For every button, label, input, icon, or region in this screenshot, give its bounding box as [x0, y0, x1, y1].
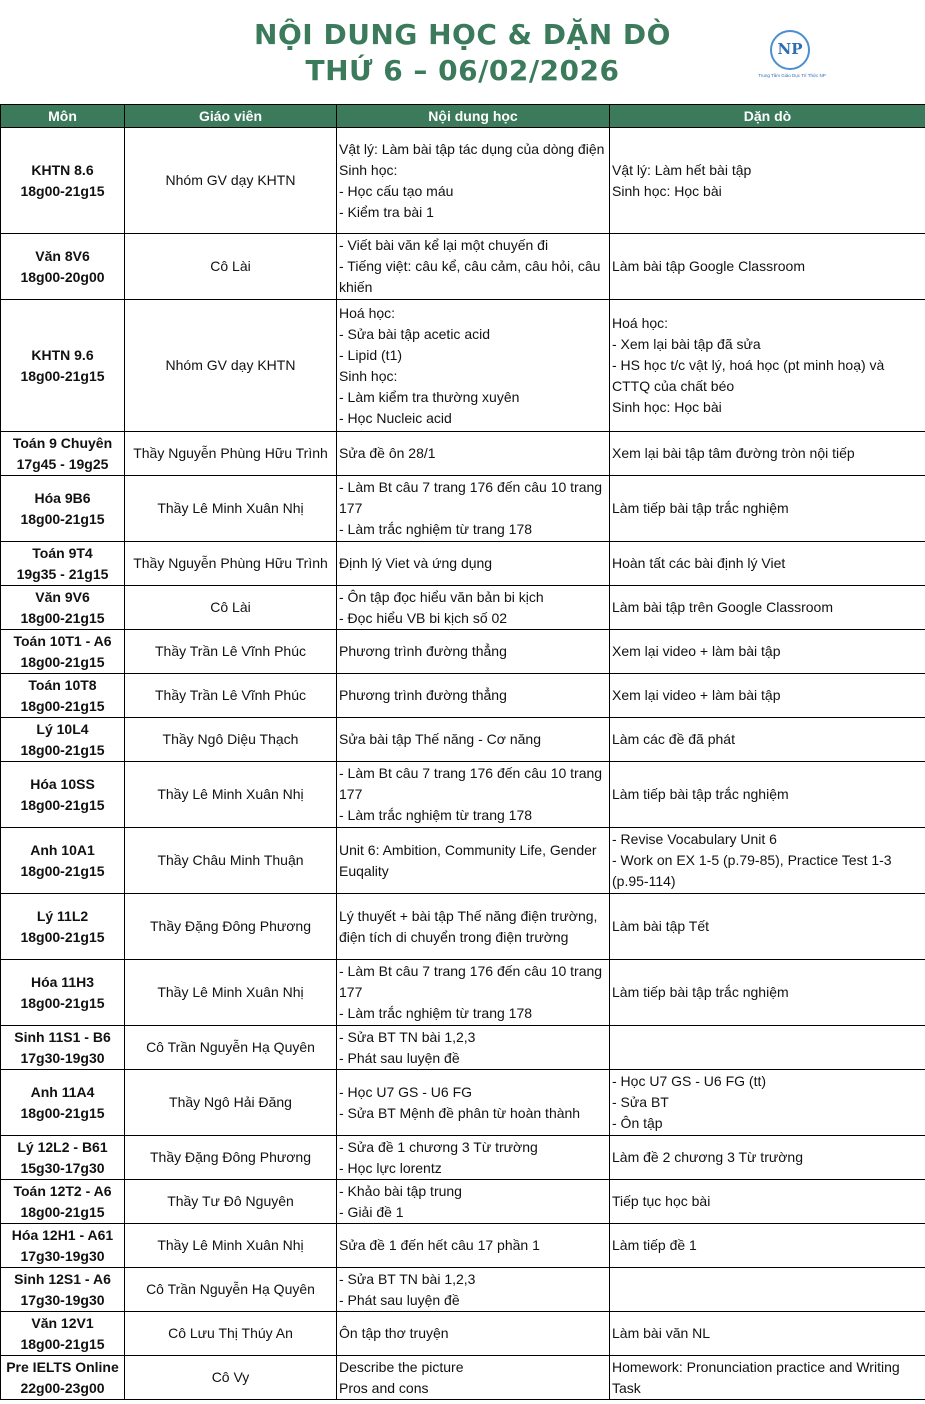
content-line: - Học lực lorentz: [339, 1159, 442, 1176]
subject-name: Văn 9V6: [35, 588, 90, 605]
homework-cell: [610, 762, 925, 828]
table-row: [1, 1224, 925, 1268]
subject-cell: [1, 960, 125, 1026]
teacher-cell: Thầy Trần Lê Vĩnh Phúc: [125, 674, 337, 718]
homework-line: Hoàn tất các bài định lý Viet: [612, 555, 786, 571]
subject-cell: [1, 1070, 125, 1136]
content-line: Sinh học:: [339, 367, 398, 384]
content-line: - Làm kiểm tra thường xuyên: [339, 388, 520, 405]
homework-cell: [610, 674, 925, 718]
subject-name: Toán 9 Chuyên: [12, 434, 113, 451]
subject-name: Toán 12T2 - A6: [13, 1182, 112, 1199]
content-cell: [337, 1136, 610, 1180]
subject-cell: [1, 630, 125, 674]
subject-name: KHTN 9.6: [31, 346, 94, 363]
content-line: Phương trình đường thẳng: [339, 687, 507, 703]
homework-cell: [610, 1026, 925, 1070]
content-line: Vật lý: Làm bài tập tác dụng của dòng điện: [339, 140, 605, 157]
class-time: 18g00-21g15: [20, 1203, 105, 1220]
class-time: 17g45 - 19g25: [16, 455, 109, 472]
content-line: Describe the picture: [339, 1358, 464, 1375]
subject-name: Anh 11A4: [30, 1083, 95, 1100]
subject-cell: [1, 1136, 125, 1180]
content-cell: [337, 476, 610, 542]
subject-name: Lý 10L4: [36, 720, 89, 737]
teacher-cell: Thầy Lê Minh Xuân Nhị: [125, 476, 337, 542]
page-date: THỨ 6 – 06/02/2026: [305, 54, 620, 87]
subject-name: Toán 10T1 - A6: [13, 632, 112, 649]
table-row: [1, 234, 925, 300]
table-row: [1, 542, 925, 586]
content-line: - Phát sau luyện đề: [339, 1049, 460, 1066]
table-row: [1, 1136, 925, 1180]
content-line: - Giải đề 1: [339, 1203, 404, 1220]
content-line: - Phát sau luyện đề: [339, 1291, 460, 1308]
subject-cell: [1, 476, 125, 542]
content-line: Ôn tập thơ truyện: [339, 1325, 449, 1341]
homework-line: Làm bài văn NL: [612, 1325, 711, 1341]
homework-line: Vật lý: Làm hết bài tập: [612, 161, 752, 178]
homework-line: Xem lại video + làm bài tập: [612, 643, 781, 659]
content-line: - Đọc hiểu VB bi kịch số 02: [339, 609, 508, 626]
teacher-cell: Thầy Ngô Hải Đăng: [125, 1070, 337, 1136]
content-line: - Sửa BT Mệnh đề phân từ hoàn thành: [339, 1104, 581, 1121]
table-row: [1, 1180, 925, 1224]
homework-line: Làm bài tập Google Classroom: [612, 258, 805, 274]
teacher-cell: Cô Lưu Thị Thúy An: [125, 1312, 337, 1356]
homework-cell: [610, 1224, 925, 1268]
homework-cell: [610, 894, 925, 960]
class-time: 18g00-21g15: [20, 928, 105, 945]
homework-cell: [610, 1312, 925, 1356]
content-cell: [337, 1070, 610, 1136]
class-time: 18g00-21g15: [20, 182, 105, 199]
column-header-homework: Dặn dò: [610, 105, 925, 128]
logo-caption: Trung Tâm Giáo Dục Trí Thức NP: [758, 73, 826, 78]
table-row: [1, 828, 925, 894]
content-line: Pros and cons: [339, 1379, 429, 1396]
class-time: 17g30-19g30: [20, 1049, 105, 1066]
content-cell: [337, 542, 610, 586]
subject-cell: [1, 894, 125, 960]
subject-cell: [1, 1180, 125, 1224]
subject-cell: [1, 762, 125, 828]
homework-line: - HS học t/c vật lý, hoá học (pt minh hoạ) và CTTQ của chất béo: [612, 357, 889, 394]
content-line: - Học cấu tạo máu: [339, 182, 454, 199]
teacher-cell: Thầy Lê Minh Xuân Nhị: [125, 1224, 337, 1268]
homework-cell: [610, 542, 925, 586]
table-row: [1, 476, 925, 542]
class-time: 18g00-21g15: [20, 741, 105, 758]
content-line: Lý thuyết + bài tập Thế năng điện trường, điện tích di chuyển trong điện trường: [339, 907, 602, 945]
homework-line: Làm bài tập trên Google Classroom: [612, 599, 833, 615]
content-line: Sửa bài tập Thế năng - Cơ năng: [339, 731, 541, 747]
homework-line: Làm bài tập Tết: [612, 918, 710, 934]
content-line: Sửa đề ôn 28/1: [339, 445, 436, 461]
subject-cell: [1, 542, 125, 586]
teacher-cell: Nhóm GV dạy KHTN: [125, 300, 337, 432]
subject-name: Văn 12V1: [31, 1314, 94, 1331]
homework-cell: [610, 476, 925, 542]
schedule-table: [0, 104, 925, 1400]
content-line: - Làm Bt câu 7 trang 176 đến câu 10 trang 177: [339, 765, 606, 802]
homework-cell: [610, 828, 925, 894]
homework-line: Xem lại bài tập tâm đường tròn nội tiếp: [612, 445, 855, 461]
content-line: Unit 6: Ambition, Community Life, Gender Euqality: [339, 841, 601, 879]
subject-cell: [1, 828, 125, 894]
table-row: [1, 674, 925, 718]
homework-cell: [610, 432, 925, 476]
table-row: [1, 586, 925, 630]
teacher-cell: Thầy Ngô Diệu Thạch: [125, 718, 337, 762]
content-line: - Làm Bt câu 7 trang 176 đến câu 10 trang 177: [339, 963, 606, 1000]
content-line: - Học Nucleic acid: [339, 409, 452, 426]
homework-line: Làm tiếp bài tập trắc nghiệm: [612, 500, 789, 516]
column-header-content: Nội dung học: [337, 105, 610, 128]
teacher-cell: Thầy Trần Lê Vĩnh Phúc: [125, 630, 337, 674]
content-line: - Ôn tập đọc hiểu văn bản bi kịch: [339, 588, 544, 605]
subject-cell: [1, 1356, 125, 1400]
content-line: - Khảo bài tập trung: [339, 1182, 462, 1199]
content-cell: [337, 432, 610, 476]
logo-mark: NP: [777, 40, 803, 58]
class-time: 18g00-21g15: [20, 796, 105, 813]
content-cell: [337, 960, 610, 1026]
homework-line: - Xem lại bài tập đã sửa: [612, 336, 761, 352]
subject-cell: [1, 1268, 125, 1312]
table-row: [1, 960, 925, 1026]
subject-cell: [1, 1312, 125, 1356]
teacher-cell: Thầy Châu Minh Thuận: [125, 828, 337, 894]
teacher-cell: Thầy Tư Đô Nguyên: [125, 1180, 337, 1224]
content-line: - Làm trắc nghiệm từ trang 178: [339, 1005, 533, 1021]
homework-cell: [610, 586, 925, 630]
subject-name: Toán 9T4: [32, 544, 93, 561]
table-row: [1, 894, 925, 960]
homework-cell: [610, 234, 925, 300]
homework-cell: [610, 1180, 925, 1224]
subject-cell: [1, 1224, 125, 1268]
table-row: [1, 630, 925, 674]
class-time: 18g00-20g00: [20, 268, 105, 285]
subject-name: Sinh 11S1 - B6: [14, 1028, 111, 1045]
center-logo: [756, 28, 828, 82]
homework-line: Homework: Pronunciation practice and Writing Task: [612, 1358, 904, 1396]
class-time: 18g00-21g15: [20, 510, 105, 527]
content-cell: [337, 1356, 610, 1400]
homework-line: Hoá học:: [612, 315, 669, 331]
column-header-teacher: Giáo viên: [125, 105, 337, 128]
class-time: 18g00-21g15: [20, 862, 105, 879]
teacher-cell: Cô Vy: [125, 1356, 337, 1400]
teacher-cell: Thầy Đặng Đông Phương: [125, 1136, 337, 1180]
content-cell: [337, 1268, 610, 1312]
homework-line: Xem lại video + làm bài tập: [612, 687, 781, 703]
table-row: [1, 128, 925, 234]
homework-line: Làm các đề đã phát: [612, 731, 735, 747]
content-cell: [337, 1224, 610, 1268]
teacher-cell: Cô Lài: [125, 234, 337, 300]
subject-name: Anh 10A1: [30, 841, 95, 858]
homework-line: - Revise Vocabulary Unit 6: [612, 831, 777, 847]
content-line: - Sửa đề 1 chương 3 Từ trường: [339, 1138, 538, 1155]
homework-line: Sinh học: Học bài: [612, 399, 722, 415]
homework-line: Làm tiếp đề 1: [612, 1237, 697, 1253]
teacher-cell: Cô Trần Nguyễn Hạ Quyên: [125, 1026, 337, 1070]
homework-cell: [610, 1136, 925, 1180]
homework-line: - Ôn tập: [612, 1115, 663, 1131]
content-line: Sửa đề 1 đến hết câu 17 phần 1: [339, 1237, 540, 1253]
subject-name: Toán 10T8: [28, 676, 97, 693]
content-line: - Sửa BT TN bài 1,2,3: [339, 1270, 476, 1287]
homework-line: - Work on EX 1-5 (p.79-85), Practice Test 1-3 (p.95-114): [612, 852, 896, 889]
subject-cell: [1, 718, 125, 762]
class-time: 18g00-21g15: [20, 367, 105, 384]
homework-line: - Học U7 GS - U6 FG (tt): [612, 1073, 767, 1089]
homework-cell: [610, 1356, 925, 1400]
subject-name: Pre IELTS Online: [6, 1358, 119, 1375]
page-header: [0, 0, 925, 104]
content-cell: [337, 1026, 610, 1070]
table-row: [1, 432, 925, 476]
table-row: [1, 1026, 925, 1070]
class-time: 19g35 - 21g15: [16, 565, 109, 582]
subject-name: Sinh 12S1 - A6: [14, 1270, 111, 1287]
teacher-cell: Nhóm GV dạy KHTN: [125, 128, 337, 234]
teacher-cell: Cô Lài: [125, 586, 337, 630]
subject-cell: [1, 432, 125, 476]
subject-cell: [1, 234, 125, 300]
homework-line: Sinh học: Học bài: [612, 182, 722, 199]
class-time: 18g00-21g15: [20, 697, 105, 714]
subject-cell: [1, 674, 125, 718]
content-line: Sinh học:: [339, 161, 398, 178]
homework-cell: [610, 128, 925, 234]
class-time: 15g30-17g30: [20, 1159, 105, 1176]
table-row: [1, 762, 925, 828]
content-cell: [337, 630, 610, 674]
content-cell: [337, 300, 610, 432]
class-time: 18g00-21g15: [20, 609, 105, 626]
subject-name: Hóa 10SS: [30, 775, 95, 792]
teacher-cell: Thầy Nguyễn Phùng Hữu Trình: [125, 432, 337, 476]
table-row: [1, 1312, 925, 1356]
teacher-cell: Thầy Lê Minh Xuân Nhị: [125, 762, 337, 828]
content-cell: [337, 1180, 610, 1224]
homework-line: Làm tiếp bài tập trắc nghiệm: [612, 984, 789, 1000]
content-line: - Sửa bài tập acetic acid: [339, 325, 491, 342]
subject-name: Văn 8V6: [35, 247, 90, 264]
content-line: - Sửa BT TN bài 1,2,3: [339, 1028, 476, 1045]
homework-line: Làm tiếp bài tập trắc nghiệm: [612, 786, 789, 802]
subject-name: Hóa 12H1 - A61: [11, 1226, 114, 1243]
content-cell: [337, 894, 610, 960]
homework-line: Làm đề 2 chương 3 Từ trường: [612, 1149, 803, 1165]
homework-cell: [610, 960, 925, 1026]
class-time: 18g00-21g15: [20, 653, 105, 670]
homework-cell: [610, 630, 925, 674]
content-cell: [337, 1312, 610, 1356]
content-cell: [337, 234, 610, 300]
class-time: 22g00-23g00: [20, 1379, 105, 1396]
table-header-row: [1, 105, 925, 128]
content-line: - Làm trắc nghiệm từ trang 178: [339, 807, 533, 823]
content-line: - Làm trắc nghiệm từ trang 178: [339, 521, 533, 537]
subject-name: KHTN 8.6: [31, 161, 94, 178]
homework-cell: [610, 1070, 925, 1136]
class-time: 18g00-21g15: [20, 994, 105, 1011]
column-header-subject: Môn: [1, 105, 125, 128]
teacher-cell: Thầy Nguyễn Phùng Hữu Trình: [125, 542, 337, 586]
page-title: NỘI DUNG HỌC & DẶN DÒ: [254, 18, 671, 51]
homework-line: Tiếp tục học bài: [612, 1193, 711, 1209]
content-line: Hoá học:: [339, 304, 396, 321]
subject-cell: [1, 128, 125, 234]
teacher-cell: Thầy Lê Minh Xuân Nhị: [125, 960, 337, 1026]
content-line: Định lý Viet và ứng dụng: [339, 555, 493, 571]
content-cell: [337, 128, 610, 234]
homework-cell: [610, 718, 925, 762]
table-row: [1, 1070, 925, 1136]
content-cell: [337, 674, 610, 718]
subject-cell: [1, 586, 125, 630]
teacher-cell: Cô Trần Nguyễn Hạ Quyên: [125, 1268, 337, 1312]
teacher-cell: Thầy Đặng Đông Phương: [125, 894, 337, 960]
content-line: - Tiếng việt: câu kể, câu cảm, câu hỏi, câu khiến: [339, 258, 605, 295]
content-line: - Học U7 GS - U6 FG: [339, 1083, 473, 1100]
content-line: - Viết bài văn kể lại một chuyến đi: [339, 237, 549, 253]
class-time: 18g00-21g15: [20, 1335, 105, 1352]
homework-cell: [610, 300, 925, 432]
subject-name: Lý 12L2 - B61: [17, 1138, 108, 1155]
subject-name: Hóa 11H3: [30, 973, 95, 990]
subject-name: Hóa 9B6: [34, 489, 91, 506]
content-cell: [337, 828, 610, 894]
subject-cell: [1, 1026, 125, 1070]
class-time: 18g00-21g15: [20, 1104, 105, 1121]
homework-line: - Sửa BT: [612, 1094, 669, 1110]
content-cell: [337, 718, 610, 762]
content-cell: [337, 586, 610, 630]
content-line: Phương trình đường thẳng: [339, 643, 507, 659]
subject-cell: [1, 300, 125, 432]
content-line: - Kiểm tra bài 1: [339, 203, 434, 220]
content-cell: [337, 762, 610, 828]
content-line: - Làm Bt câu 7 trang 176 đến câu 10 trang 177: [339, 479, 606, 516]
subject-name: Lý 11L2: [36, 907, 89, 924]
table-row: [1, 1268, 925, 1312]
table-row: [1, 300, 925, 432]
table-row: [1, 718, 925, 762]
table-row: [1, 1356, 925, 1400]
class-time: 17g30-19g30: [20, 1291, 105, 1308]
homework-cell: [610, 1268, 925, 1312]
content-line: - Lipid (t1): [339, 346, 403, 363]
class-time: 17g30-19g30: [20, 1247, 105, 1264]
